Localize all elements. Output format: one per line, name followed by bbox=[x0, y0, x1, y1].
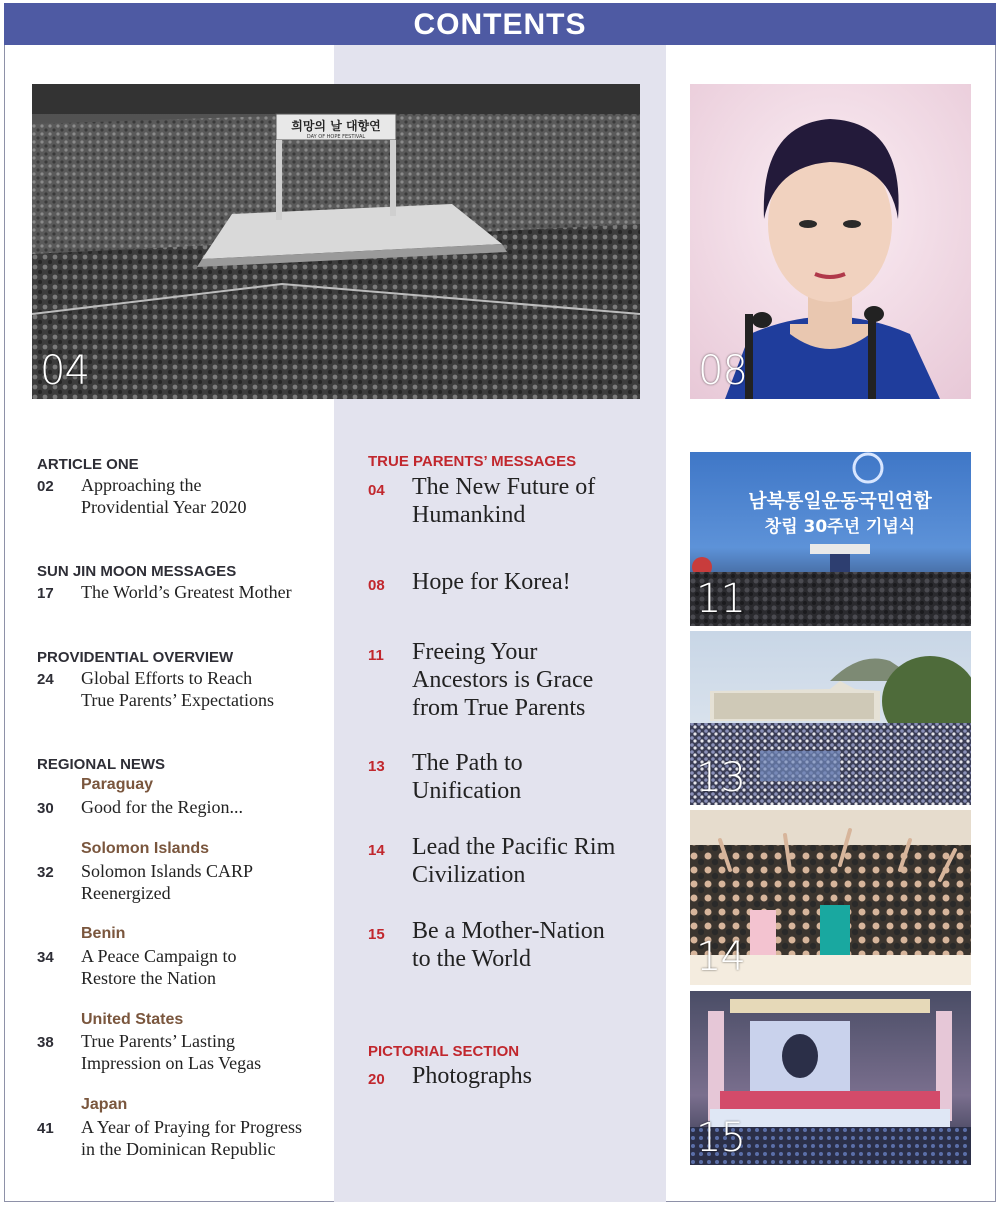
section-head-true-parents-messages: TRUE PARENTS’ MESSAGES bbox=[368, 453, 577, 470]
stage-event-photo[interactable] bbox=[690, 991, 971, 1165]
article-title[interactable]: A Year of Praying for Progress in the Dominican Republic bbox=[81, 1117, 302, 1159]
celebration-photo[interactable] bbox=[690, 810, 971, 985]
stadium-photo[interactable] bbox=[32, 84, 640, 399]
article-title[interactable]: Solomon Islands CARP Reenergized bbox=[81, 861, 254, 903]
outdoor-crowd-photo[interactable] bbox=[690, 631, 971, 805]
page-number: 02 bbox=[37, 478, 54, 495]
photo-number-15: 15 bbox=[696, 1115, 745, 1161]
article-title[interactable]: Global Efforts to Reach True Parents’ Expectations bbox=[81, 668, 274, 710]
country-solomon-islands: Solomon Islands bbox=[81, 840, 210, 857]
page-number: 38 bbox=[37, 1034, 54, 1051]
country-united-states: United States bbox=[81, 1011, 184, 1028]
message-title[interactable]: Be a Mother-Nation to the World bbox=[412, 918, 605, 972]
page-number: 30 bbox=[37, 800, 54, 817]
page-number: 41 bbox=[37, 1120, 54, 1137]
page-number: 24 bbox=[37, 671, 54, 688]
banner-event-photo[interactable] bbox=[690, 452, 971, 626]
country-japan: Japan bbox=[81, 1096, 128, 1113]
message-page-number: 04 bbox=[368, 482, 385, 499]
photo-number-11: 11 bbox=[696, 576, 745, 622]
message-title[interactable]: Lead the Pacific Rim Civilization bbox=[412, 834, 616, 888]
message-page-number: 14 bbox=[368, 842, 385, 859]
pictorial-page-number: 20 bbox=[368, 1071, 385, 1088]
section-head-article-one: ARTICLE ONE bbox=[37, 456, 139, 473]
message-page-number: 11 bbox=[368, 647, 384, 664]
message-title[interactable]: Freeing Your Ancestors is Grace from True Parents bbox=[412, 639, 594, 721]
page-number: 17 bbox=[37, 585, 54, 602]
message-page-number: 13 bbox=[368, 758, 385, 775]
message-title[interactable]: Hope for Korea! bbox=[412, 569, 571, 595]
article-title[interactable]: Approaching the Providential Year 2020 bbox=[81, 475, 247, 517]
contents-header bbox=[4, 3, 996, 45]
banner-line-2: 창립 30주년 기념식 bbox=[764, 517, 916, 537]
section-head-pictorial: PICTORIAL SECTION bbox=[368, 1043, 520, 1060]
message-page-number: 15 bbox=[368, 926, 385, 943]
section-head-sun-jin-moon: SUN JIN MOON MESSAGES bbox=[37, 563, 237, 580]
message-page-number: 08 bbox=[368, 577, 385, 594]
country-paraguay: Paraguay bbox=[81, 776, 154, 793]
message-title[interactable]: The Path to Unification bbox=[412, 750, 523, 804]
photo-number-13: 13 bbox=[696, 755, 745, 801]
photo-number-04: 04 bbox=[40, 348, 89, 394]
article-title[interactable]: The World’s Greatest Mother bbox=[81, 582, 292, 602]
section-head-regional-news: REGIONAL NEWS bbox=[37, 756, 166, 773]
photo-number-08: 08 bbox=[698, 348, 747, 394]
page-number: 34 bbox=[37, 949, 54, 966]
pictorial-title[interactable]: Photographs bbox=[412, 1063, 532, 1089]
stadium-banner-text: 희망의 날 대향연 bbox=[291, 119, 381, 133]
article-title[interactable]: A Peace Campaign to Restore the Nation bbox=[81, 946, 237, 988]
article-title[interactable]: True Parents’ Lasting Impression on Las Vegas bbox=[81, 1031, 262, 1073]
page-title: CONTENTS bbox=[413, 8, 587, 41]
photo-number-14: 14 bbox=[696, 934, 745, 980]
article-title[interactable]: Good for the Region... bbox=[81, 797, 243, 817]
portrait-photo[interactable] bbox=[690, 84, 971, 399]
stadium-subbanner-text: DAY OF HOPE FESTIVAL bbox=[306, 134, 366, 140]
page-number: 32 bbox=[37, 864, 54, 881]
section-head-providential-overview: PROVIDENTIAL OVERVIEW bbox=[37, 649, 234, 666]
banner-line-1: 남북통일운동국민연합 bbox=[748, 490, 932, 512]
country-benin: Benin bbox=[81, 925, 126, 942]
message-title[interactable]: The New Future of Humankind bbox=[412, 474, 596, 528]
